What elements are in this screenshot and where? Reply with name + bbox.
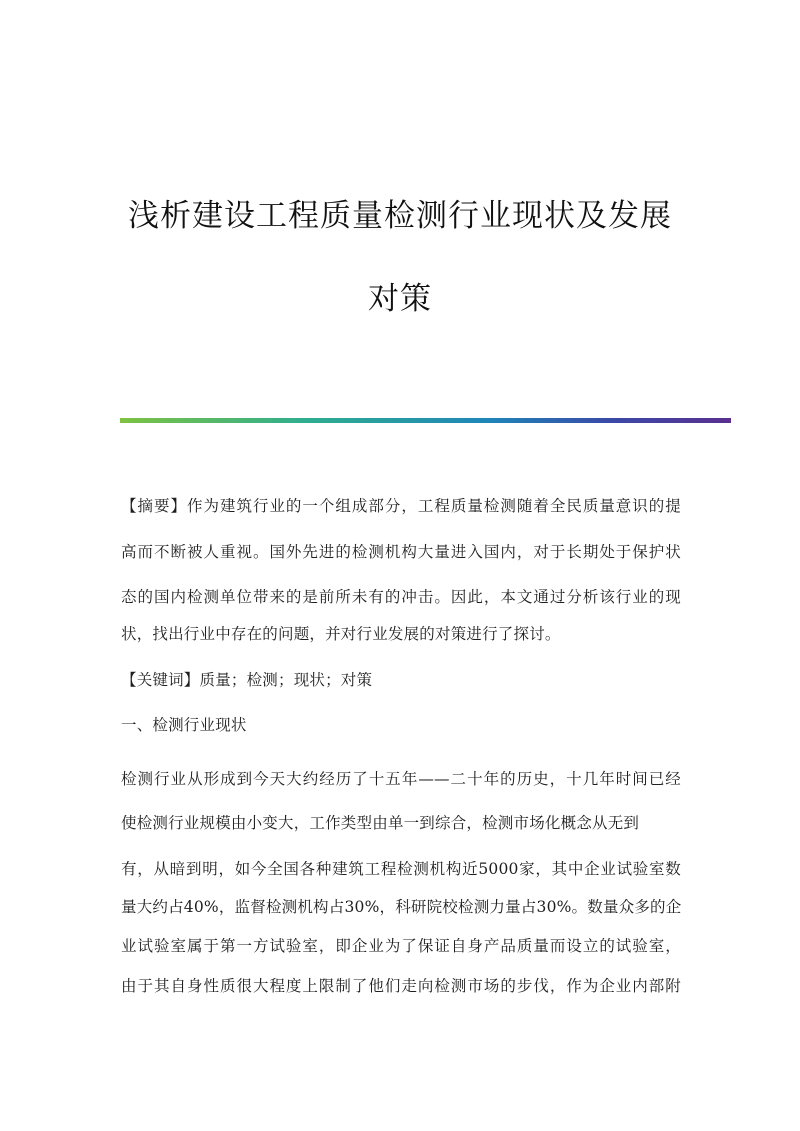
document-title-line-1: 浅析建设工程质量检测行业现状及发展 (128, 198, 672, 234)
abstract-line: 态的国内检测单位带来的是前所未有的冲击。因此，本文通过分析该行业的现 (121, 588, 681, 606)
keywords-line: 【关键词】质量；检测；现状；对策 (121, 671, 373, 689)
title-divider (120, 418, 731, 423)
body-line: 由于其自身性质很大程度上限制了他们走向检测市场的步伐，作为企业内部附 (121, 977, 681, 995)
abstract-line: 高而不断被人重视。国外先进的检测机构大量进入国内，对于长期处于保护状 (121, 543, 681, 561)
body-line: 业试验室属于第一方试验室，即企业为了保证自身产品质量而设立的试验室， (121, 937, 681, 955)
body-line: 检测行业从形成到今天大约经历了十五年——二十年的历史，十几年时间已经 (121, 770, 681, 788)
section-heading: 一、检测行业现状 (121, 716, 247, 734)
document-title-line-2: 对策 (368, 281, 432, 317)
body-line: 有，从暗到明，如今全国各种建筑工程检测机构近5000家，其中企业试验室数 (121, 860, 681, 878)
body-line: 量大约占40%，监督检测机构占30%，科研院校检测力量占30%。数量众多的企 (121, 898, 682, 916)
abstract-line: 【摘要】作为建筑行业的一个组成部分，工程质量检测随着全民质量意识的提 (121, 497, 681, 515)
body-line: 使检测行业规模由小变大，工作类型由单一到综合，检测市场化概念从无到 (121, 814, 640, 832)
abstract-line: 状，找出行业中存在的问题，并对行业发展的对策进行了探讨。 (121, 625, 561, 643)
